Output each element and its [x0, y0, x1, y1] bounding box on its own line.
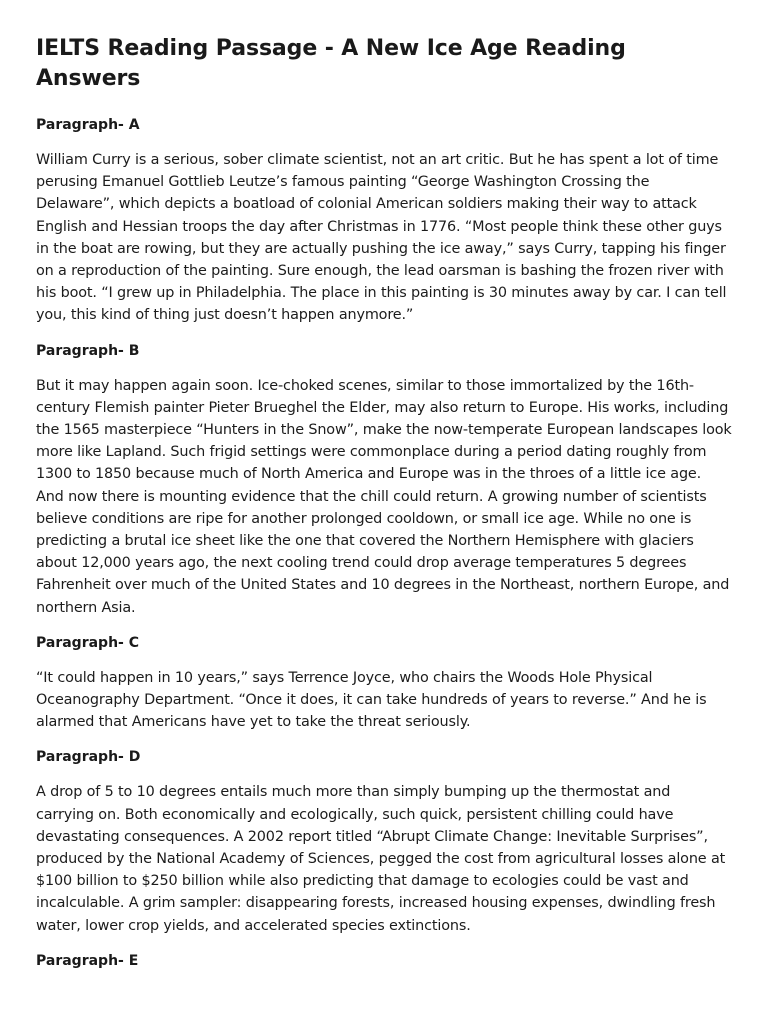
paragraph-c-section [36, 633, 732, 734]
section-heading: Paragraph- C [36, 634, 140, 651]
section-heading: Paragraph- D [36, 749, 141, 766]
section-body: A drop of 5 to 10 degrees entails much more than simply bumping up the thermostat and carrying on. Both economically and ecologically, such quick, persistent chilling could have devastating consequences. A 2002 report titled “Abrupt Climate Change: Inevitable Surprises”, produced by the National Academy of Sciences, pegged the cost from agricultural losses alone at $100 billion to $250 billion while also predicting that damage to ecologies could be vast and incalculable. A grim sampler: disappearing forests, increased housing expenses, dwindling fresh water, lower crop yields, and accelerated species extinctions. [36, 784, 726, 934]
section-body: William Curry is a serious, sober climate scientist, not an art critic. But he has spent a lot of time perusing Emanuel Gottlieb Leutze’s famous painting “George Washington Crossing the Delaware”, which depicts a boatload of colonial American soldiers making their way to attack English and Hessian troops the day after Christmas in 1776. “Most people think these other guys in the boat are rowing, but they are actually pushing the ice away,” says Curry, tapping his finger on a reproduction of the painting. Sure enough, the lead oarsman is bashing the frozen river with his boot. “I grew up in Philadelphia. The place in this painting is 30 minutes away by car. I can tell you, this kind of thing just doesn’t happen anymore.” [36, 152, 727, 324]
paragraph-b-section [36, 341, 732, 619]
paragraph-a-section [36, 115, 732, 327]
section-heading: Paragraph- A [36, 117, 140, 133]
section-body: But it may happen again soon. Ice-choked scenes, similar to those immortalized by the 16th-century Flemish painter Pieter Brueghel the Elder, may also return to Europe. His works, including the 1565 masterpiece “Hunters in the Snow”, make the now-temperate European landscapes look more like Lapland. Such frigid settings were commonplace during a period dating roughly from 1300 to 1850 because much of North America and Europe was in the throes of a little ice age. And now there is mounting evidence that the chill could return. A growing number of scientists believe conditions are ripe for another prolonged cooldown, or small ice age. While no one is predicting a brutal ice sheet like the one that covered the Northern Hemisphere with glaciers about 12,000 years ago, the next cooling trend could drop average temperatures 5 degrees Fahrenheit over much of the United States and 10 degrees in the Northeast, northern Europe, and northern Asia. [36, 377, 732, 616]
page-title: IELTS Reading Passage - A New Ice Age Reading Answers [36, 36, 626, 91]
section-heading: Paragraph- E [36, 952, 139, 969]
paragraph-d-section [36, 747, 732, 936]
section-body: “It could happen in 10 years,” says Terrence Joyce, who chairs the Woods Hole Physical Oceanography Department. “Once it does, it can take hundreds of years to reverse.” And he is alarmed that Americans have yet to take the threat seriously. [36, 669, 707, 731]
paragraph-e-section [36, 951, 732, 971]
section-heading: Paragraph- B [36, 342, 140, 359]
